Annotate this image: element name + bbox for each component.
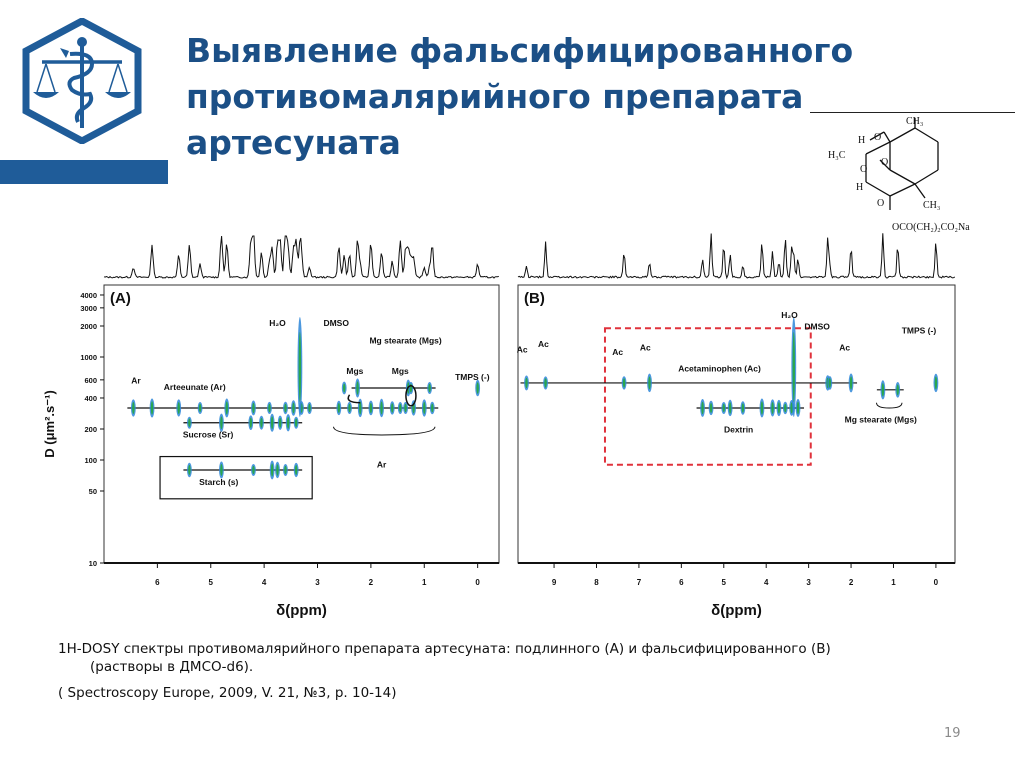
dosy-spot-core: [287, 417, 289, 429]
dosy-spot-core: [882, 383, 884, 396]
y-tick-label: 50: [88, 487, 97, 497]
dosy-spot-core: [370, 403, 372, 413]
peak-annotation: Ac: [639, 342, 651, 353]
dosy-spot-core: [784, 404, 786, 413]
structure-bond: [890, 170, 915, 184]
dosy-spot-core: [359, 402, 361, 415]
structure-atom-label: O: [860, 164, 868, 175]
dosy-spot-core: [151, 401, 153, 414]
dosy-spot-core: [648, 376, 650, 389]
peak-annotation: Arteeunate (Ar): [163, 381, 226, 392]
dosy-spot-core: [771, 402, 773, 414]
peak-annotation: TMPS (-): [455, 371, 490, 382]
x-tick-label: 5: [721, 578, 726, 587]
x-tick-label: 1: [422, 578, 427, 587]
dosy-spot-core: [428, 384, 430, 392]
x-tick-label: 5: [208, 578, 213, 587]
peak-annotation: Mg stearate (Mgs): [369, 335, 442, 346]
x-axis-label: δ(ppm): [276, 602, 327, 619]
y-axis-label: D (μm².s⁻¹): [42, 390, 57, 458]
y-tick-label: 600: [84, 375, 97, 385]
proton-spectrum-trace: [518, 233, 955, 278]
peak-annotation: TMPS (-): [901, 325, 937, 336]
dosy-spot-core: [252, 466, 254, 474]
x-tick-label: 7: [636, 578, 642, 587]
x-tick-label: 2: [368, 578, 374, 587]
structure-bond: [866, 142, 890, 154]
dosy-spot-core: [220, 416, 222, 429]
dosy-spot-core: [250, 418, 252, 428]
structure-atom-label: O: [877, 198, 885, 209]
dosy-spot-core: [391, 403, 393, 412]
x-tick-label: 3: [806, 578, 811, 587]
structure-atom-label: H: [856, 182, 864, 193]
x-tick-label: 0: [475, 578, 480, 587]
x-tick-label: 0: [933, 578, 939, 587]
peak-annotation: Mgs: [391, 366, 409, 377]
y-tick-label: 2000: [80, 321, 97, 331]
peak-annotation: DMSO: [323, 317, 349, 328]
dosy-spot-core: [226, 401, 228, 414]
dosy-spot-core: [284, 466, 286, 474]
caption-reference: ( Spectroscopy Europe, 2009, V. 21, №3, p. 10-14): [58, 685, 397, 701]
structure-bond: [866, 182, 890, 196]
dosy-spot-core: [338, 403, 340, 413]
dosy-spot-core: [132, 402, 134, 414]
falsification-highlight-box: [605, 328, 811, 464]
x-tick-label: 4: [261, 578, 267, 587]
dosy-spot-core: [793, 332, 795, 402]
x-tick-label: 9: [551, 578, 557, 587]
dosy-spot-core: [343, 384, 345, 393]
peak-annotation: Ac: [839, 342, 851, 353]
dosy-spot-core: [220, 464, 222, 476]
dosy-spot-core: [279, 418, 281, 428]
dosy-spot-core: [729, 402, 731, 413]
dosy-spot-core: [348, 404, 350, 412]
caption-line-2: (растворы в ДМСО-d6).: [90, 659, 254, 675]
peak-annotation: Mgs: [346, 366, 364, 377]
peak-annotation: Starch (s): [199, 477, 239, 488]
structure-bond: [884, 132, 890, 142]
dosy-spot-core: [544, 378, 546, 387]
peak-annotation: Mg stearate (Mgs): [844, 414, 917, 425]
structure-atom-label: H₃C: [828, 150, 846, 161]
dosy-spot-core: [897, 384, 899, 395]
dosy-spot-core: [935, 376, 937, 389]
dosy-spot-core: [742, 403, 744, 412]
plot-frame: [104, 285, 499, 563]
peak-annotation: H₂O: [269, 317, 286, 328]
dosy-spot-core: [299, 332, 301, 402]
structure-atom-label: OCO(CH₂)₂CO₂Na: [892, 222, 970, 233]
title-line-3: артесуната: [186, 123, 401, 162]
dosy-spot-core: [276, 464, 278, 475]
title-line-1: Выявление фальсифицированного: [186, 31, 854, 70]
dosy-spot-core: [410, 384, 412, 393]
dosy-spot-core: [797, 402, 799, 414]
x-tick-label: 4: [763, 578, 769, 587]
structure-bond: [915, 128, 938, 142]
y-tick-label: 100: [84, 455, 97, 465]
peak-annotation: Sucrose (Sr): [182, 429, 234, 440]
x-tick-label: 3: [315, 578, 320, 587]
peak-annotation: DMSO: [804, 321, 830, 332]
dosy-spot-core: [850, 376, 852, 389]
title-line-2: противомалярийного препарата: [186, 77, 804, 116]
dosy-spot-core: [268, 404, 270, 412]
dosy-spot-core: [271, 416, 273, 429]
dosy-spot-core: [308, 404, 310, 412]
peak-annotation: Dextrin: [723, 424, 754, 435]
panel-label: (B): [524, 290, 545, 307]
dosy-spot-core: [178, 402, 180, 414]
structure-atom-label: O: [874, 132, 882, 143]
structure-atom-label: O: [881, 157, 889, 168]
artesunate-structure: [828, 116, 970, 233]
dosy-spot-core: [404, 404, 406, 412]
dosy-spot-core: [525, 378, 527, 388]
dosy-spot-core: [829, 378, 831, 388]
page-number: 19: [944, 726, 961, 741]
structure-atom-label: H: [858, 135, 866, 146]
dosy-spot-core: [292, 403, 294, 414]
x-tick-label: 1: [891, 578, 896, 587]
x-axis-label: δ(ppm): [711, 602, 762, 619]
structure-bond: [915, 170, 938, 184]
dosy-spot-core: [761, 401, 763, 414]
peak-annotation: Acetaminophen (Ac): [678, 363, 761, 374]
mgs-bracket: [877, 403, 902, 408]
dosy-spot-core: [188, 465, 190, 475]
dosy-spot-core: [476, 382, 478, 394]
figure-caption: [58, 640, 958, 702]
proton-spectrum-trace: [104, 236, 499, 278]
structure-atom-label: CH₃: [923, 200, 941, 211]
y-tick-label: 1000: [80, 352, 97, 362]
dosy-spot-core: [284, 404, 286, 413]
dosy-spot-core: [778, 402, 780, 413]
x-tick-label: 6: [155, 578, 160, 587]
dosy-spot-core: [623, 378, 625, 387]
peak-annotation: H₂O: [781, 309, 798, 320]
peak-annotation: Ac: [612, 346, 624, 357]
peak-annotation: Ar: [376, 459, 387, 470]
dosy-spot-core: [295, 465, 297, 475]
y-tick-label: 10: [88, 559, 97, 568]
caption-line-1: 1H-DOSY спектры противомалярийного препарата артесуната: подлинного (А) и фальсифицированного (В): [58, 641, 831, 657]
dosy-spot-core: [380, 402, 382, 415]
structure-bond: [890, 184, 915, 196]
y-tick-label: 4000: [80, 290, 97, 300]
panel-label: (A): [110, 290, 131, 307]
peak-annotation: Ac: [516, 344, 528, 355]
dosy-spot-core: [188, 419, 190, 427]
y-tick-label: 200: [84, 424, 97, 434]
x-tick-label: 6: [679, 578, 684, 587]
dosy-spot-core: [271, 463, 273, 476]
panel-a: [42, 236, 499, 619]
aromatic-bracket: [334, 427, 435, 435]
dosy-spot-core: [701, 402, 703, 415]
x-tick-label: 8: [594, 578, 599, 587]
structure-atom-label: CH₃: [906, 116, 924, 127]
panel-b: [517, 233, 955, 619]
y-tick-label: 400: [84, 393, 97, 403]
dosy-spot-core: [710, 403, 712, 413]
dosy-spot-core: [199, 404, 201, 412]
dosy-spot-core: [295, 419, 297, 427]
dosy-spot-core: [260, 418, 262, 428]
dosy-spot-core: [423, 402, 425, 414]
structure-bond: [890, 128, 915, 142]
dosy-spot-core: [431, 404, 433, 413]
y-tick-label: 3000: [80, 303, 97, 313]
dosy-spot-core: [399, 404, 401, 412]
structure-bond: [915, 184, 925, 198]
peak-annotation: Ac: [538, 339, 549, 350]
dosy-spot-core: [356, 381, 358, 394]
dosy-spot-core: [723, 404, 725, 412]
dosy-spot-core: [252, 403, 254, 413]
x-tick-label: 2: [848, 578, 854, 587]
peak-annotation: Ar: [131, 375, 141, 386]
